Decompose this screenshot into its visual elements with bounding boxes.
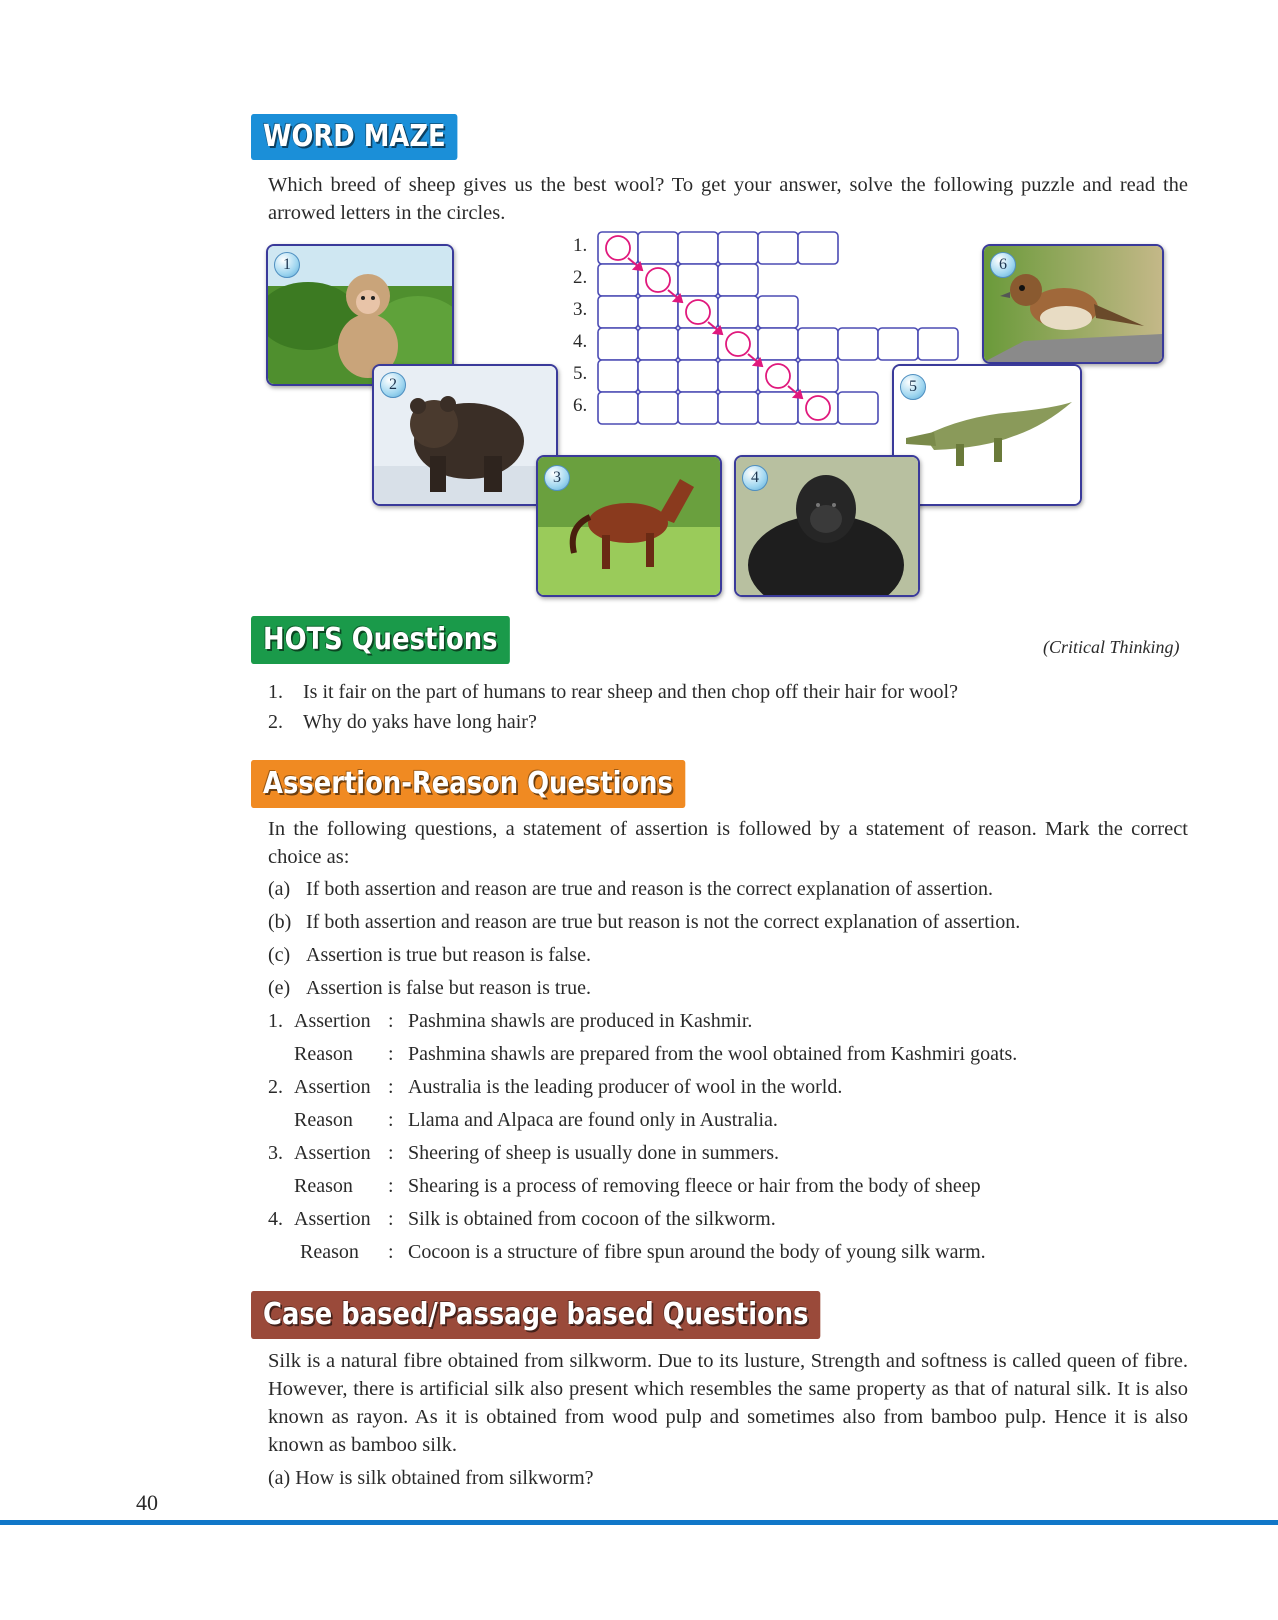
maze-cell <box>758 232 798 264</box>
assertion-label: Assertion <box>294 1208 371 1230</box>
grid-row-4 <box>598 328 958 360</box>
assertion-label: Assertion <box>294 1142 371 1164</box>
maze-cell <box>638 328 678 360</box>
maze-row-number: 2. <box>573 267 588 288</box>
maze-row-number: 3. <box>573 299 588 320</box>
separator-colon: : <box>388 1010 394 1032</box>
choice-label: (e) <box>268 977 291 999</box>
hots-question: Why do yaks have long hair? <box>303 711 537 733</box>
case-passage: Silk is a natural fibre obtained from silkworm. Due to its lusture, Strength and softness is called queen of fibre. However, there is artificial silk also present which resembles the same property as that of natural silk. It is also known as rayon. As it is obtained from wood pulp and sometimes also from bamboo pulp. Hence it is also known as bamboo silk. <box>268 1350 1188 1456</box>
maze-cell <box>918 328 958 360</box>
page-number: 40 <box>136 1490 158 1515</box>
separator-colon: : <box>388 1175 394 1197</box>
item-number: 4. <box>268 1208 283 1230</box>
grid-row-5 <box>598 360 838 392</box>
reason-text: Cocoon is a structure of fibre spun around the body of young silk warm. <box>408 1241 986 1263</box>
maze-cell <box>598 264 638 296</box>
picture-number-badge: 6 <box>990 252 1016 278</box>
maze-cell <box>798 232 838 264</box>
maze-cell <box>718 232 758 264</box>
picture-bear <box>372 364 558 506</box>
picture-horse <box>536 455 722 597</box>
hots-question-number: 2. <box>268 711 283 733</box>
maze-cell <box>678 360 718 392</box>
hots-question-number: 1. <box>268 681 283 703</box>
picture-number-badge: 4 <box>742 465 768 491</box>
maze-cell <box>598 392 638 424</box>
maze-cell <box>718 360 758 392</box>
assertion-text: Australia is the leading producer of wool in the world. <box>408 1076 843 1098</box>
footer-rule <box>0 1520 1278 1525</box>
maze-cell <box>838 328 878 360</box>
maze-cell <box>718 264 758 296</box>
picture-number-badge: 1 <box>274 252 300 278</box>
word-maze-banner <box>251 114 458 160</box>
hots-question: Is it fair on the part of humans to rear sheep and then chop off their hair for wool? <box>303 681 958 703</box>
maze-cell <box>598 360 638 392</box>
separator-colon: : <box>388 1142 394 1164</box>
case-banner <box>251 1291 821 1339</box>
grid-row-1 <box>598 232 838 264</box>
maze-row-number: 5. <box>573 363 588 384</box>
separator-colon: : <box>388 1241 394 1263</box>
separator-colon: : <box>388 1109 394 1131</box>
maze-cell <box>838 392 878 424</box>
maze-cell <box>758 392 798 424</box>
item-number: 3. <box>268 1142 283 1164</box>
picture-sparrow <box>982 244 1164 364</box>
maze-cell <box>678 232 718 264</box>
choice-label: (a) <box>268 878 291 900</box>
separator-colon: : <box>388 1043 394 1065</box>
picture-number-badge: 5 <box>900 374 926 400</box>
maze-cell <box>638 392 678 424</box>
grid-row-2 <box>598 264 758 296</box>
grid-row-6 <box>598 392 878 424</box>
maze-cell <box>798 328 838 360</box>
reason-text: Llama and Alpaca are found only in Australia. <box>408 1109 778 1131</box>
maze-cell <box>598 296 638 328</box>
choice-label: (b) <box>268 911 292 933</box>
maze-cell <box>638 296 678 328</box>
assertion-title: Assertion-Reason Questions <box>263 766 673 801</box>
picture-crocodile <box>892 364 1082 506</box>
reason-label: Reason <box>294 1043 353 1065</box>
maze-row-number: 1. <box>573 235 588 256</box>
case-question: (a) How is silk obtained from silkworm? <box>268 1467 594 1489</box>
maze-cell <box>678 328 718 360</box>
choice-text: Assertion is true but reason is false. <box>306 944 591 966</box>
choice-label: (c) <box>268 944 291 966</box>
maze-cell <box>758 296 798 328</box>
maze-cell <box>718 392 758 424</box>
hots-title: HOTS Questions <box>263 622 498 657</box>
assertion-text: Pashmina shawls are produced in Kashmir. <box>408 1010 753 1032</box>
assertion-label: Assertion <box>294 1010 371 1032</box>
maze-row-number: 6. <box>573 395 588 416</box>
maze-cell <box>678 264 718 296</box>
assertion-banner <box>251 760 685 808</box>
choice-text: If both assertion and reason are true but reason is not the correct explanation of assertion. <box>306 911 1021 933</box>
choice-text: Assertion is false but reason is true. <box>306 977 591 999</box>
separator-colon: : <box>388 1076 394 1098</box>
maze-row-number: 4. <box>573 331 588 352</box>
maze-cell <box>678 392 718 424</box>
maze-cell <box>598 328 638 360</box>
picture-gorilla <box>734 455 920 597</box>
separator-colon: : <box>388 1208 394 1230</box>
maze-cell <box>718 296 758 328</box>
word-maze-intro: Which breed of sheep gives us the best wool? To get your answer, solve the following puzzle and read the arrowed letters in the circles. <box>268 174 1188 224</box>
assertion-text: Silk is obtained from cocoon of the silkworm. <box>408 1208 776 1230</box>
reason-text: Pashmina shawls are prepared from the wool obtained from Kashmiri goats. <box>408 1043 1018 1065</box>
maze-cell <box>758 328 798 360</box>
item-number: 2. <box>268 1076 283 1098</box>
assertion-intro: In the following questions, a statement of assertion is followed by a statement of reason. Mark the correct choice as: <box>268 818 1188 868</box>
maze-cell <box>798 360 838 392</box>
assertion-label: Assertion <box>294 1076 371 1098</box>
picture-number-badge: 2 <box>380 372 406 398</box>
hots-banner <box>251 616 510 664</box>
maze-cell <box>638 232 678 264</box>
word-maze-title: WORD MAZE <box>263 119 446 154</box>
case-title: Case based/Passage based Questions <box>263 1297 809 1332</box>
choice-text: If both assertion and reason are true and reason is the correct explanation of assertion. <box>306 878 993 900</box>
reason-text: Shearing is a process of removing fleece or hair from the body of sheep <box>408 1175 981 1197</box>
reason-label: Reason <box>294 1175 353 1197</box>
assertion-text: Sheering of sheep is usually done in summers. <box>408 1142 780 1164</box>
item-number: 1. <box>268 1010 283 1032</box>
maze-cell <box>878 328 918 360</box>
reason-label: Reason <box>294 1109 353 1131</box>
maze-cell <box>638 360 678 392</box>
reason-label: Reason <box>300 1241 359 1263</box>
critical-thinking-tag: (Critical Thinking) <box>1043 637 1180 657</box>
picture-number-badge: 3 <box>544 465 570 491</box>
